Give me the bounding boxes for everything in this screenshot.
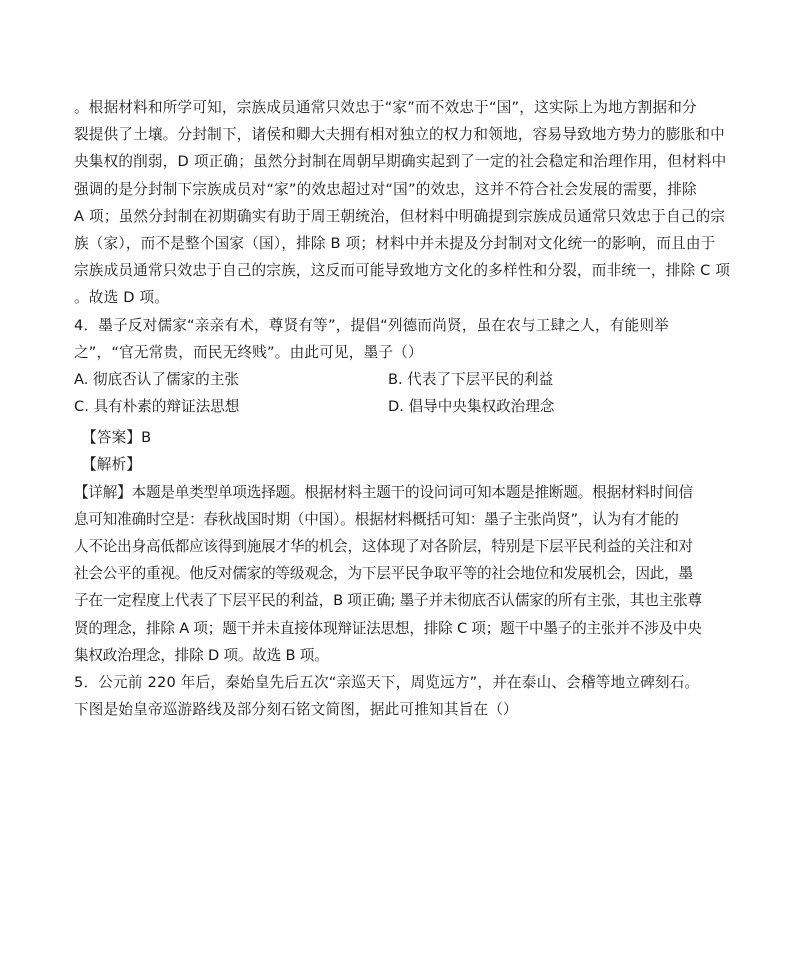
option-b: B. 代表了下层平民的利益 — [388, 370, 554, 388]
text-line: 央集权的削弱，D 项正确；虽然分封制在周朝早期确实起到了一定的社会稳定和治理作用，但材料中 — [74, 153, 727, 171]
question-5 — [74, 669, 720, 723]
prev-explanation — [74, 94, 731, 312]
detail-line: 子在一定程度上代表了下层平民的利益，B 项正确; 墨子并未彻底否认儒家的所有主张，其也主张尊 — [74, 592, 702, 610]
text-line: 。故选 D 项。 — [74, 289, 170, 307]
options-row — [74, 366, 720, 393]
option-d: D. 倡导中央集权政治理念 — [388, 398, 555, 416]
detail-line: 集权政治理念，排除 D 项。故选 B 项。 — [74, 646, 329, 664]
detail-line: 息可知准确时空是：春秋战国时期（中国）。根据材料概括可知：墨子主张尚贤”，认为有才能的 — [74, 510, 679, 528]
text-line: 强调的是分封制下宗族成员对“家”的效忠超过对“国”的效忠，这并不符合社会发展的需要，排除 — [74, 180, 697, 198]
text-line: 宗族成员通常只效忠于自己的宗族，这反而可能导致地方文化的多样性和分裂，而非统一，排除 C 项 — [74, 262, 731, 280]
option-c: C. 具有朴素的辩证法思想 — [74, 398, 240, 416]
options-row — [74, 393, 720, 420]
text-line: 族（家），而不是整个国家（国），排除 B 项；材料中并未提及分封制对文化统一的影响，而且由于 — [74, 234, 716, 252]
option-a: A. 彻底否认了儒家的主张 — [74, 370, 239, 388]
text-line: 裂提供了土壤。分封制下，诸侯和卿大夫拥有相对独立的权力和领地，容易导致地方势力的膨胀和中 — [74, 126, 725, 144]
detail-line: 人不论出身高低都应该得到施展才华的机会，这体现了对各阶层，特别是下层平民利益的关注和对 — [74, 538, 693, 555]
detail-line: 贤的理念，排除 A 项；题干并未直接体现辩证法思想，排除 C 项；题干中墨子的主张并不涉及中央 — [74, 619, 702, 637]
answer-label: 【答案】B — [82, 429, 152, 447]
analysis-label: 【解析】 — [82, 456, 142, 474]
document-page — [74, 94, 731, 723]
detail-line: 社会公平的重视。他反对儒家的等级观念，为下层平民争取平等的社会地位和发展机会，因此，墨 — [74, 565, 693, 583]
detail-line: 【详解】本题是单类型单项选择题。根据材料主题干的设问词可知本题是推断题。根据材料时间信 — [74, 483, 693, 501]
text-line: 。根据材料和所学可知，宗族成员通常只效忠于“家”而不效忠于“国”，这实际上为地方割据和分 — [74, 99, 697, 116]
question-stem-line: 下图是始皇帝巡游路线及部分刻石铭文简图，据此可推知其旨在（） — [74, 701, 518, 719]
question-stem-line: 5．公元前 220 年后，秦始皇先后五次“亲巡天下，周览远方”，并在泰山、会稽等地立碑刻石。 — [74, 673, 700, 691]
question-stem-line: 4．墨子反对儒家“亲亲有术，尊贤有等”，提倡“列德而尚贤，虽在农与工肆之人，有能则举 — [74, 316, 669, 334]
text-line: A 项；虽然分封制在初期确实有助于周王朝统治，但材料中明确提到宗族成员通常只效忠于自己的宗 — [74, 207, 726, 225]
question-4 — [74, 312, 720, 669]
question-stem-line: 之”，“官无常贵，而民无终贱”。由此可见，墨子（） — [74, 343, 423, 361]
